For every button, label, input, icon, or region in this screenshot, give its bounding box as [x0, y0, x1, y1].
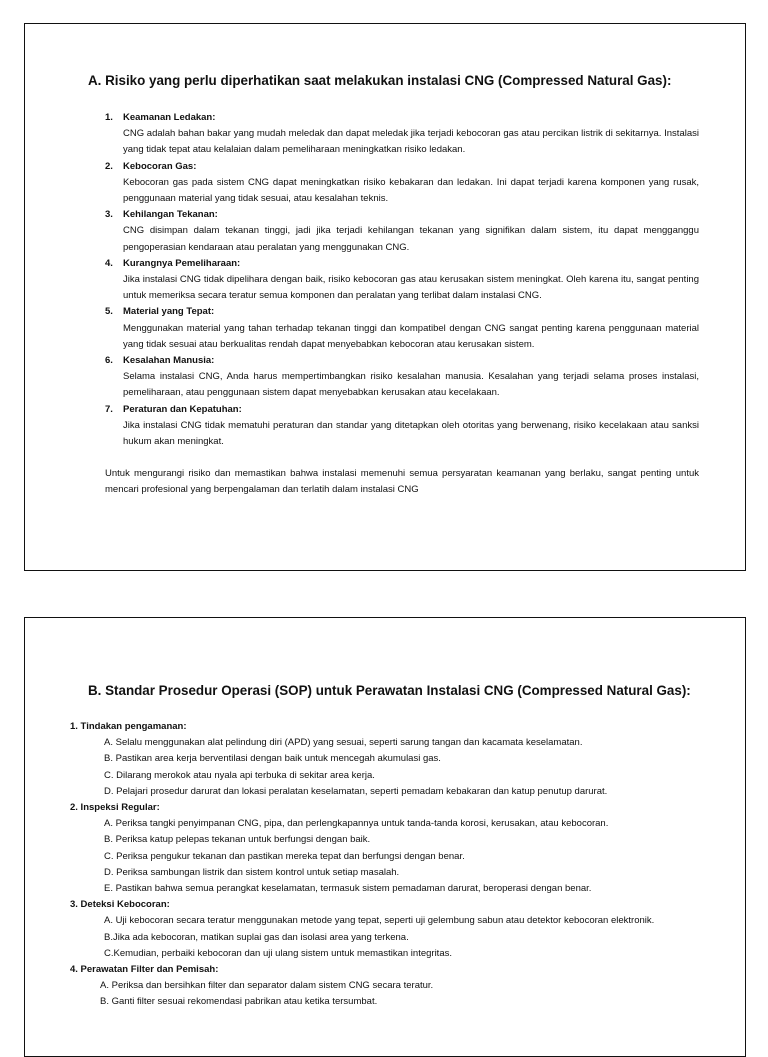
- risk-list: [105, 110, 699, 450]
- risk-item-number: 1.: [105, 112, 113, 123]
- sop-step: A. Periksa tangki penyimpanan CNG, pipa, dan perlengkapannya untuk tanda-tanda korosi, kerusakan, atau kebocoran.: [104, 818, 609, 830]
- risk-item-description: CNG adalah bahan bakar yang mudah meledak dan dapat meledak jika terjadi kebocoran gas atau percikan listrik di sekitarnya. Instalasi yang tidak tepat atau kelalaian dalam pemeliharaan meningkatkan risiko ledakan.: [123, 128, 699, 156]
- sop-section-title: B. Standar Prosedur Operasi (SOP) untuk Perawatan Instalasi CNG (Compressed Natural Gas):: [88, 683, 691, 698]
- risk-item: [105, 353, 699, 402]
- risk-item-title: Kurangnya Pemeliharaan:: [123, 257, 241, 269]
- risk-item-title: Keamanan Ledakan:: [123, 112, 216, 123]
- risk-item-description: Jika instalasi CNG tidak mematuhi peraturan dan standar yang ditetapkan oleh otoritas yang berwenang, risiko kecelakaan atau sanksi hukum akan meningkat.: [123, 419, 699, 448]
- risk-item-description: CNG disimpan dalam tekanan tinggi, jadi jika terjadi kehilangan tekanan yang signifikan dalam sistem, itu dapat mengganggu pengoperasian kendaraan atau peralatan yang menggunakan CNG.: [123, 225, 699, 253]
- sop-list: [70, 719, 702, 1011]
- sop-group: [70, 962, 702, 1011]
- sop-group-heading: 2. Inspeksi Regular:: [70, 802, 160, 814]
- sop-step: D. Periksa sambungan listrik dan sistem kontrol untuk setiap masalah.: [104, 866, 400, 878]
- sop-step: C.Kemudian, perbaiki kebocoran dan uji ulang sistem untuk memastikan integritas.: [104, 947, 452, 959]
- risk-item-description: Menggunakan material yang tahan terhadap tekanan tinggi dan kompatibel dengan CNG sangat penting karena penggunaan material yang tidak sesuai atau berkualitas rendah dapat menyebabkan kebocoran atau kerusakan sistem.: [123, 322, 699, 350]
- risk-conclusion: Untuk mengurangi risiko dan memastikan bahwa instalasi memenuhi semua persyaratan keamanan yang berlaku, sangat penting untuk mencari profesional yang berpengalaman dan terlatih dalam instalasi CNG: [105, 468, 699, 496]
- sop-step: B. Pastikan area kerja berventilasi dengan baik untuk mencegah akumulasi gas.: [104, 753, 441, 765]
- risk-item-number: 6.: [105, 355, 113, 367]
- sop-step: A. Uji kebocoran secara teratur menggunakan metode yang tepat, seperti uji gelembung sabun atau detektor kebocoran elektronik.: [104, 915, 655, 927]
- risk-section-title: A. Risiko yang perlu diperhatikan saat melakukan instalasi CNG (Compressed Natural Gas):: [88, 73, 672, 88]
- risk-item-number: 4.: [105, 257, 113, 269]
- risk-item-description: Jika instalasi CNG tidak dipelihara dengan baik, risiko kebocoran gas atau kerusakan sistem meningkat. Oleh karena itu, sangat penting untuk memeriksa secara teratur semua komponen dan peralatan yang terlibat dalam instalasi CNG.: [123, 274, 699, 302]
- sop-step: A. Periksa dan bersihkan filter dan separator dalam sistem CNG secara teratur.: [100, 980, 434, 992]
- sop-section-box: [24, 617, 746, 1057]
- risk-item-title: Material yang Tepat:: [123, 306, 215, 318]
- sop-step: B. Ganti filter sesuai rekomendasi pabrikan atau ketika tersumbat.: [100, 996, 378, 1008]
- risk-section-box: [24, 23, 746, 571]
- risk-item: [105, 159, 699, 208]
- risk-item-description: Kebocoran gas pada sistem CNG dapat meningkatkan risiko kebakaran dan ledakan. Ini dapat terjadi karena komponen yang rusak, penggunaan material yang tidak sesuai, atau kesalahan teknis.: [123, 176, 699, 205]
- risk-item: [105, 256, 699, 305]
- sop-group-heading: 4. Perawatan Filter dan Pemisah:: [70, 964, 219, 976]
- risk-item: [105, 402, 699, 451]
- sop-step: C. Dilarang merokok atau nyala api terbuka di sekitar area kerja.: [104, 769, 375, 781]
- risk-item-title: Kehilangan Tekanan:: [123, 209, 218, 221]
- sop-group: [70, 800, 702, 897]
- sop-group: [70, 719, 702, 800]
- risk-item-description: Selama instalasi CNG, Anda harus mempertimbangkan risiko kesalahan manusia. Kesalahan yang terjadi selama proses instalasi, pemeliharaan, atau penggunaan sistem dapat menyebabkan kerusakan atau kecelakaan.: [123, 371, 699, 399]
- sop-step: A. Selalu menggunakan alat pelindung diri (APD) yang sesuai, seperti sarung tangan dan kacamata keselamatan.: [104, 737, 583, 749]
- sop-step: B.Jika ada kebocoran, matikan suplai gas dan isolasi area yang terkena.: [104, 931, 409, 943]
- risk-item-title: Kesalahan Manusia:: [123, 355, 215, 367]
- risk-item-number: 2.: [105, 160, 113, 172]
- risk-item: [105, 110, 699, 159]
- sop-group: [70, 897, 702, 962]
- risk-item: [105, 304, 699, 353]
- risk-item-number: 7.: [105, 403, 113, 415]
- sop-step: D. Pelajari prosedur darurat dan lokasi peralatan keselamatan, seperti pemadam kebakaran dan katup penutup darurat.: [104, 785, 608, 797]
- risk-item-title: Peraturan dan Kepatuhan:: [123, 403, 242, 415]
- sop-group-heading: 3. Deteksi Kebocoran:: [70, 899, 170, 911]
- sop-step: B. Periksa katup pelepas tekanan untuk berfungsi dengan baik.: [104, 834, 371, 846]
- risk-item: [105, 207, 699, 256]
- sop-step: E. Pastikan bahwa semua perangkat keselamatan, termasuk sistem pemadaman darurat, beroperasi dengan benar.: [104, 883, 592, 895]
- risk-item-number: 3.: [105, 209, 113, 221]
- risk-item-title: Kebocoran Gas:: [123, 160, 197, 172]
- sop-step: C. Periksa pengukur tekanan dan pastikan mereka tepat dan berfungsi dengan benar.: [104, 850, 465, 862]
- sop-group-heading: 1. Tindakan pengamanan:: [70, 721, 187, 732]
- risk-item-number: 5.: [105, 306, 113, 318]
